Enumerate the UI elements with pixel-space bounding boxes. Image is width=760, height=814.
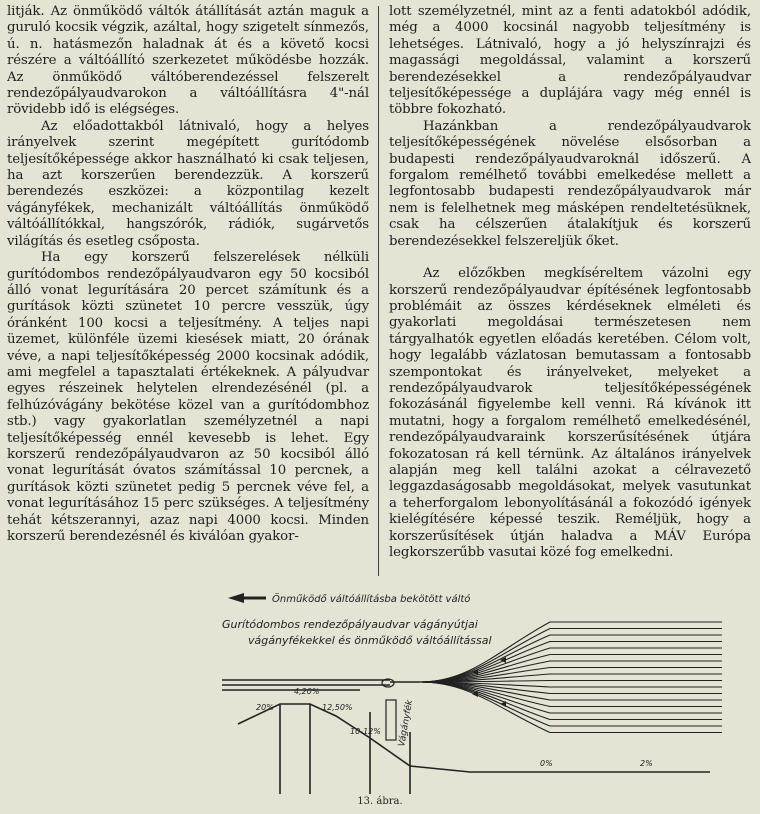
grade-label-3: 12,50% xyxy=(322,703,353,712)
classification-track xyxy=(420,655,722,683)
figure-title-line2: vágányfékekkel és önműködő váltóállítással xyxy=(248,634,492,647)
grade-label-1: 4,20% xyxy=(294,687,320,696)
left-paragraph-1: litják. Az önműködő váltók átállítását aztán maguk a guruló kocsik végzik, azáltal, hogy szigetelt sínmezős, ú. n. hatásmezőn haladnak át és a követő kocsi részére a váltóállító szerkezetet működésbe hozzák. Az önműködő váltóberendezéssel felszerelt rendezőpályaudvarokon a váltóállításra 4"-nál rövidebb idő is elégséges. xyxy=(7,4,369,118)
grade-label-6: 2% xyxy=(640,759,653,768)
track-brake-label: Vágányfék xyxy=(397,699,416,748)
rail-yard-diagram xyxy=(210,582,730,806)
grade-label-2: 20% xyxy=(256,703,274,712)
left-paragraph-2: Az előadottakból látnivaló, hogy a helyes irányelvek szerint megépített gurítódomb teljesítőképessége akkor használható ki csak teljesen, ha azt korszerűen berendezzük. A korszerű berendezés eszközei: a központilag kezelt vágányfékek, mechanizált váltóállítás önműködő váltóállítókkal, hangszórók, rádiók, sugárvetős világítás és esetleg csőposta. xyxy=(7,118,369,249)
left-text-column xyxy=(7,4,369,545)
column-divider xyxy=(378,6,379,576)
right-text-column xyxy=(389,4,751,561)
figure-title-line1: Gurítódombos rendezőpályaudvar vágányútjai xyxy=(222,618,478,631)
right-paragraph-1: lott személyzetnél, mint az a fenti adatokból adódik, még a 4000 kocsinál nagyobb teljesítmény is lehetséges. Látnivaló, hogy a jó helyszínrajzi és magassági megoldással, valamint a korszerű berendezésekkel a rendezőpályaudvar teljesítőképessége a duplájára vagy még ennél is többre fokozható. xyxy=(389,4,751,118)
classification-track xyxy=(420,682,722,720)
right-paragraph-3: Az előzőkben megkíséreltem vázolni egy korszerű rendezőpályaudvar építésének legfontosabb problémáit az összes kérdéseknek elméleti és gyakorlati megoldásai természetesen nem tárgyalhatók egyetlen előadás keretében. Célom volt, hogy legalább vázlatosan bemutassam a fontosabb szempontokat és irányelveket, melyeket a rendezőpályaudvarok teljesítőképességének fokozásánál figyelembe kell venni. Rá kívánok itt mutatni, hogy a forgalom remélhető emelkedésénél, rendezőpályaudvaraink korszerűsítésének útjára fokozatosan rá kell térnünk. Az általános irányelvek alapján meg kell találni azokat a célravezető leggazdaságosabb megoldásokat, melyek vasutunkat a teherforgalom lebonyolításánál a fokozódó igények kielégítésére képessé teszik. Reméljük, hogy a korszerűsítések útján haladva a MÁV Európa legkorszerűbb vasutai közé fog emelkedni. xyxy=(389,266,751,560)
hump-profile xyxy=(238,704,710,794)
grade-label-4: 10-12% xyxy=(350,727,381,736)
right-paragraph-2: Hazánkban a rendezőpályaudvarok teljesítőképességének növelése elsősorban a budapesti rendezőpályaudvaroknál időszerű. A forgalom remélhető további emelkedése mellett a legfontosabb budapesti rendezőpályaudvarok már nem is felelhetnek meg másképen rendeltetésüknek, csak ha célszerűen átalakítjuk és korszerű berendezésekkel felszereljük őket. xyxy=(389,118,751,249)
classification-track xyxy=(420,682,722,707)
approach-tracks xyxy=(222,680,420,690)
track-brake-group xyxy=(386,700,396,740)
grade-label-5: 0% xyxy=(540,759,553,768)
figure-caption: 13. ábra. xyxy=(357,796,403,807)
classification-track xyxy=(420,682,722,700)
classification-track xyxy=(420,661,722,682)
classification-track xyxy=(420,648,722,682)
legend-label: Önműködő váltóállításba bekötött váltó xyxy=(272,594,471,605)
left-paragraph-3: Ha egy korszerű felszerelések nélküli gurítódombos rendezőpályaudvaron egy 50 kocsiból álló vonat legurítására 20 percet számítunk és a gurítások közti szünetet 10 percre vesszük, úgy óránként 100 kocsi a teljesítmény. A teljes napi üzemet, különféle üzemi kiesések miatt, 20 órának véve, a napi teljesítőképesség 2000 kocsinak adódik, ami megfelel a tapasztalati értékeknek. A pályudvar egyes részeinek helytelen elrendezésénél (pl. a felhúzóvágány bekötése közel van a gurítódombhoz stb.) vagy gyakorlatlan személyzetnél a napi teljesítőképesség ennél kevesebb is lehet. Egy korszerű rendezőpályaudvaron az 50 kocsiból álló vonat legurítását óvatos számítással 10 percnek, a gurítások közti szünetet pedig 5 percnek véve fel, a vonat legurításához 15 perc szükséges. A teljesítmény tehát kétszerannyi, azaz napi 4000 kocsi. Minden korszerű berendezésnél és kiválóan gyakor- xyxy=(7,250,369,544)
switch-legend-arrow-icon xyxy=(228,593,266,603)
